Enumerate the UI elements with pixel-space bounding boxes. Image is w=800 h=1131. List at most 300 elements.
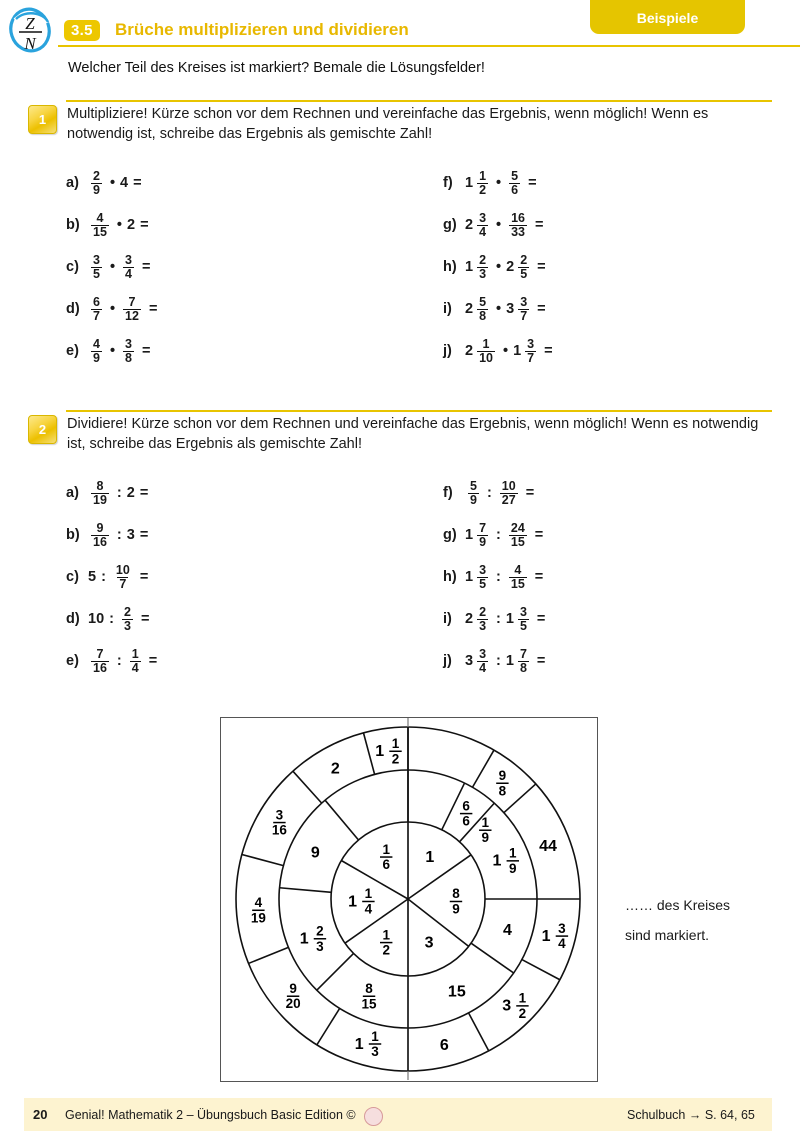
svg-text:N: N xyxy=(24,34,36,53)
wheel-cell[interactable] xyxy=(496,768,508,798)
fraction-denominator: 4 xyxy=(479,224,487,239)
wheel-svg xyxy=(221,718,596,1080)
mixed-whole: 2 xyxy=(465,301,474,317)
svg-text:Z: Z xyxy=(25,14,35,33)
fraction-denominator: 19 xyxy=(93,492,107,507)
mixed-whole: 1 xyxy=(465,259,474,275)
mixed-whole: 1 xyxy=(505,611,514,627)
wheel-cell-whole: 1 xyxy=(348,893,358,911)
operator: : xyxy=(496,611,501,627)
fraction-denominator: 2 xyxy=(479,182,487,197)
exercise-item[interactable] xyxy=(66,170,142,196)
task-2-number: 2 xyxy=(28,415,57,444)
wheel-cell-numerator: 4 xyxy=(254,895,263,911)
wheel-cell[interactable] xyxy=(425,849,434,866)
footer-copyright: Genial! Mathematik 2 – Übungsbuch Basic Edition © xyxy=(65,1108,356,1122)
mixed-whole: 2 xyxy=(465,217,474,233)
item-label: j) xyxy=(443,343,452,359)
operator: • xyxy=(109,259,116,275)
operator: : xyxy=(101,569,106,585)
equals-sign: = xyxy=(148,301,158,317)
fraction-numerator: 5 xyxy=(511,169,519,183)
wheel-cell[interactable] xyxy=(300,924,326,954)
mixed-whole: 2 xyxy=(465,611,474,627)
wheel-cell-denominator: 6 xyxy=(382,857,390,873)
fraction-numerator: 7 xyxy=(479,521,487,535)
fraction-numerator: 4 xyxy=(93,337,100,351)
fraction-numerator: 9 xyxy=(96,521,104,535)
fraction-denominator: 4 xyxy=(479,660,487,675)
task-1-number: 1 xyxy=(28,105,57,134)
fraction xyxy=(123,338,134,364)
fraction xyxy=(509,212,527,238)
item-label: b) xyxy=(66,217,80,233)
footer-right-cap xyxy=(772,1098,800,1131)
fraction-numerator: 8 xyxy=(96,479,104,493)
equals-sign: = xyxy=(535,217,544,233)
wheel-cell-numerator: 3 xyxy=(275,807,284,823)
fraction xyxy=(509,170,520,196)
fraction xyxy=(477,254,488,280)
fraction-numerator: 2 xyxy=(479,605,487,619)
wheel-cell-value: 4 xyxy=(503,922,512,940)
item-label: f) xyxy=(443,485,453,501)
exercise-item[interactable] xyxy=(443,296,546,322)
equals-sign: = xyxy=(537,259,546,275)
exercise-item[interactable] xyxy=(443,522,543,548)
wheel-cell-denominator: 9 xyxy=(481,830,490,846)
fraction-denominator: 5 xyxy=(479,576,487,591)
fraction-denominator: 6 xyxy=(511,182,519,197)
wheel-cell[interactable] xyxy=(542,921,568,951)
exercise-item[interactable] xyxy=(443,212,543,238)
item-label: e) xyxy=(66,653,79,669)
exercise-item[interactable] xyxy=(443,480,534,506)
wheel-cell-value: 44 xyxy=(539,837,557,855)
wheel-cell[interactable] xyxy=(539,838,557,855)
item-label: g) xyxy=(443,527,457,543)
integer-operand: 2 xyxy=(126,217,136,233)
page-title: Brüche multiplizieren und dividieren xyxy=(115,20,409,39)
wheel-cell-denominator: 19 xyxy=(250,910,266,926)
operator: : xyxy=(109,611,114,627)
wheel-cell-numerator: 6 xyxy=(462,798,470,814)
fraction-numerator: 2 xyxy=(520,253,528,267)
mixed-whole: 1 xyxy=(465,527,474,543)
fraction-denominator: 5 xyxy=(93,266,100,281)
chapter-number-badge: 3.5 xyxy=(64,20,100,41)
fraction-denominator: 16 xyxy=(93,534,107,549)
wheel-cell-numerator: 1 xyxy=(391,736,400,752)
operator: : xyxy=(116,485,122,501)
wheel-cell-denominator: 2 xyxy=(391,751,400,767)
wheel-cell[interactable] xyxy=(251,895,266,925)
fraction xyxy=(91,254,102,280)
wheel-cell-numerator: 1 xyxy=(371,1028,379,1044)
fraction-numerator: 10 xyxy=(115,563,130,577)
wheel-cell[interactable] xyxy=(362,981,378,1011)
mixed-whole: 1 xyxy=(465,569,474,585)
operator: • xyxy=(496,217,502,233)
fraction-numerator: 16 xyxy=(511,211,526,225)
fraction-numerator: 1 xyxy=(479,169,487,183)
fraction xyxy=(123,296,141,322)
item-label: j) xyxy=(443,653,452,669)
equals-sign: = xyxy=(139,569,149,585)
wheel-cell[interactable] xyxy=(272,807,288,837)
fraction xyxy=(91,480,109,506)
fraction-denominator: 15 xyxy=(510,534,525,549)
task-1-instruction: Multipliziere! Kürze schon vor dem Rechnen und vereinfache das Ergebnis, wenn möglich! Wenn es notwendig ist, schreibe das Ergebnis als gemischte Zahl! xyxy=(67,106,709,142)
wheel-cell-denominator: 2 xyxy=(382,942,390,958)
fraction-denominator: 7 xyxy=(527,350,535,365)
operator: • xyxy=(496,259,502,275)
fraction xyxy=(518,606,529,632)
wheel-cell[interactable] xyxy=(448,983,466,1000)
wheel-cell[interactable] xyxy=(380,842,392,872)
wheel-cell-numerator: 1 xyxy=(509,845,517,861)
wheel-cell[interactable] xyxy=(493,846,519,876)
operator: • xyxy=(109,301,116,317)
intro-text: Welcher Teil des Kreises ist markiert? Bemale die Lösungsfelder! xyxy=(68,60,485,76)
item-label: c) xyxy=(66,259,79,275)
fraction xyxy=(91,338,102,364)
wheel-cell-whole: 1 xyxy=(375,743,385,761)
fraction-numerator: 3 xyxy=(527,337,535,351)
wheel-cell-numerator: 1 xyxy=(364,886,373,902)
wheel-cell-denominator: 20 xyxy=(285,996,301,1012)
item-label: a) xyxy=(66,175,79,191)
fraction xyxy=(477,212,488,238)
integer-operand: 4 xyxy=(120,175,129,191)
fraction-numerator: 4 xyxy=(96,211,104,225)
exercise-item[interactable] xyxy=(443,648,545,674)
fraction-numerator: 3 xyxy=(479,563,487,577)
wheel-cell-whole: 1 xyxy=(541,927,551,945)
wheel-cell-numerator: 1 xyxy=(481,814,490,830)
fraction-denominator: 7 xyxy=(520,308,528,323)
item-label: i) xyxy=(443,301,452,317)
wheel-cell-numerator: 3 xyxy=(558,920,566,936)
operator: : xyxy=(496,653,501,669)
operator: • xyxy=(496,301,502,317)
wheel-cell-value: 2 xyxy=(330,760,340,778)
exercise-item[interactable] xyxy=(66,648,157,674)
exercise-item[interactable] xyxy=(66,338,150,364)
fraction-denominator: 9 xyxy=(479,534,487,549)
wheel-cell-denominator: 16 xyxy=(271,822,287,838)
fraction-denominator: 16 xyxy=(93,660,107,675)
fraction xyxy=(477,564,488,590)
fraction-denominator: 15 xyxy=(510,576,525,591)
fraction-numerator: 3 xyxy=(93,253,100,267)
integer-operand: 5 xyxy=(88,569,97,585)
page-number: 20 xyxy=(33,1107,48,1122)
wheel-cell[interactable] xyxy=(355,1029,381,1059)
side-note xyxy=(625,890,790,950)
fraction xyxy=(91,170,102,196)
equals-sign: = xyxy=(139,527,149,543)
fraction-numerator: 10 xyxy=(501,479,516,493)
equals-sign: = xyxy=(148,653,158,669)
exercise-item[interactable] xyxy=(66,480,148,506)
equals-sign: = xyxy=(141,343,151,359)
wheel-cell-denominator: 9 xyxy=(452,901,460,917)
wheel-cell-denominator: 9 xyxy=(509,860,517,876)
wheel-cell[interactable] xyxy=(479,815,491,845)
fraction xyxy=(468,480,479,506)
wheel-cell[interactable] xyxy=(502,991,528,1021)
wheel-cell-whole: 1 xyxy=(492,852,502,870)
fraction xyxy=(91,522,109,548)
fraction-denominator: 9 xyxy=(470,492,477,507)
wheel-cell-denominator: 8 xyxy=(498,783,507,799)
fraction-numerator: 1 xyxy=(482,337,490,351)
fraction-numerator: 3 xyxy=(479,647,487,661)
exercise-item[interactable] xyxy=(443,338,553,364)
wheel-cell-value: 1 xyxy=(425,848,435,866)
wheel-cell-whole: 1 xyxy=(299,930,309,948)
wheel-cell-denominator: 6 xyxy=(462,813,470,829)
fraction-denominator: 5 xyxy=(519,618,527,633)
wheel-cell[interactable] xyxy=(331,760,340,777)
publisher-logo-icon xyxy=(364,1107,383,1126)
examples-button[interactable]: Beispiele xyxy=(590,0,745,34)
equals-sign: = xyxy=(544,343,553,359)
equals-sign: = xyxy=(525,485,535,501)
equals-sign: = xyxy=(534,527,544,543)
exercise-item[interactable] xyxy=(443,564,543,590)
equals-sign: = xyxy=(140,611,150,627)
task-2-instruction: Dividiere! Kürze schon vor dem Rechnen und vereinfache das Ergebnis, wenn möglich! Wenn es notwendig ist, schreibe das Ergebnis als gemischte Zahl! xyxy=(67,416,759,452)
wheel-cell[interactable] xyxy=(348,886,374,916)
mixed-whole: 1 xyxy=(505,653,514,669)
integer-operand: 10 xyxy=(88,611,105,627)
mixed-whole: 2 xyxy=(506,259,515,275)
operator: : xyxy=(496,569,501,585)
fraction xyxy=(518,648,529,674)
fraction-denominator: 4 xyxy=(131,660,139,675)
fraction-numerator: 3 xyxy=(479,211,487,225)
fraction xyxy=(509,564,527,590)
side-note-line1: …… des Kreises xyxy=(625,897,731,913)
wheel-cell[interactable] xyxy=(380,927,392,957)
equals-sign: = xyxy=(537,301,546,317)
fraction-numerator: 3 xyxy=(125,337,132,351)
wheel-cell-numerator: 8 xyxy=(452,886,460,902)
side-note-line2: sind markiert. xyxy=(625,927,710,943)
fraction-numerator: 2 xyxy=(479,253,487,267)
fraction xyxy=(518,254,529,280)
exercise-item[interactable] xyxy=(443,606,545,632)
footer-left-cap xyxy=(0,1098,24,1131)
exercise-item[interactable] xyxy=(443,254,546,280)
fraction xyxy=(91,648,109,674)
fraction xyxy=(91,296,102,322)
wheel-cell[interactable] xyxy=(286,981,301,1011)
exercise-item[interactable] xyxy=(66,212,149,238)
fraction-denominator: 3 xyxy=(123,618,131,633)
item-label: h) xyxy=(443,259,457,275)
item-label: h) xyxy=(443,569,457,585)
wheel-cell-whole: 3 xyxy=(502,997,512,1015)
wheel-cell-numerator: 2 xyxy=(316,923,324,939)
fraction xyxy=(114,564,132,590)
wheel-cell-denominator: 15 xyxy=(361,996,377,1012)
fraction xyxy=(477,296,488,322)
exercise-item[interactable] xyxy=(66,254,150,280)
item-label: a) xyxy=(66,485,79,501)
fraction xyxy=(130,648,141,674)
operator: : xyxy=(486,485,492,501)
exercise-item[interactable] xyxy=(66,296,157,322)
fraction xyxy=(477,522,488,548)
wheel-cell-denominator: 3 xyxy=(316,938,324,954)
fraction xyxy=(518,296,529,322)
wheel-cell[interactable] xyxy=(450,886,462,916)
fraction-denominator: 7 xyxy=(93,308,100,323)
exercise-item[interactable] xyxy=(66,606,149,632)
fraction-denominator: 12 xyxy=(125,308,139,323)
fraction-denominator: 8 xyxy=(125,350,132,365)
item-label: g) xyxy=(443,217,457,233)
operator: : xyxy=(116,653,122,669)
wheel-cell-denominator: 4 xyxy=(558,936,566,952)
fraction xyxy=(509,522,527,548)
fraction-numerator: 4 xyxy=(514,563,522,577)
exercise-item[interactable] xyxy=(443,170,537,196)
page-header xyxy=(0,0,800,52)
wheel-cell-denominator: 4 xyxy=(364,901,373,917)
operator: : xyxy=(496,527,501,543)
wheel-cell-denominator: 2 xyxy=(518,1005,527,1021)
wheel-cell-value: 9 xyxy=(310,844,320,862)
fraction-denominator: 3 xyxy=(479,266,487,281)
equals-sign: = xyxy=(536,653,546,669)
fraction-denominator: 3 xyxy=(479,618,487,633)
task-2-divider xyxy=(66,410,772,412)
fraction-denominator: 8 xyxy=(479,308,487,323)
operator: • xyxy=(116,217,122,233)
equals-sign: = xyxy=(139,485,149,501)
fraction xyxy=(123,254,134,280)
fraction-denominator: 9 xyxy=(93,350,100,365)
mixed-whole: 3 xyxy=(506,301,515,317)
wheel-cell[interactable] xyxy=(425,935,434,952)
item-label: f) xyxy=(443,175,453,191)
fraction-denominator: 33 xyxy=(511,224,526,239)
item-label: d) xyxy=(66,301,80,317)
fraction-denominator: 5 xyxy=(520,266,528,281)
footer-reference: Schulbuch → S. 64, 65 xyxy=(627,1108,755,1122)
wheel-cell-value: 3 xyxy=(424,934,434,952)
mixed-whole: 1 xyxy=(513,343,522,359)
fraction-numerator: 2 xyxy=(93,169,100,183)
item-label: d) xyxy=(66,611,80,627)
item-label: e) xyxy=(66,343,79,359)
fraction-numerator: 7 xyxy=(96,647,104,661)
fraction-numerator: 2 xyxy=(123,605,131,619)
wheel-cell[interactable] xyxy=(460,798,472,828)
fraction-denominator: 10 xyxy=(479,350,493,365)
fraction xyxy=(122,606,133,632)
wheel-cell-numerator: 9 xyxy=(289,980,297,996)
wheel-cell-denominator: 3 xyxy=(371,1044,379,1060)
fraction xyxy=(500,480,518,506)
operator: • xyxy=(109,343,116,359)
task-1-divider xyxy=(66,100,772,102)
wheel-cell[interactable] xyxy=(503,922,512,939)
exercise-item[interactable] xyxy=(66,522,148,548)
fraction-denominator: 8 xyxy=(519,660,527,675)
wheel-cell-numerator: 1 xyxy=(382,927,390,943)
operator: • xyxy=(109,175,116,191)
equals-sign: = xyxy=(133,175,142,191)
wheel-cell-numerator: 9 xyxy=(498,767,507,783)
fraction-denominator: 27 xyxy=(501,492,516,507)
equals-sign: = xyxy=(140,217,149,233)
fraction xyxy=(91,212,109,238)
equals-sign: = xyxy=(141,259,151,275)
operator: • xyxy=(502,343,509,359)
wheel-cell-numerator: 8 xyxy=(365,980,373,996)
fraction-denominator: 15 xyxy=(93,224,107,239)
fraction-denominator: 7 xyxy=(119,576,127,591)
operator: • xyxy=(496,175,502,191)
fraction xyxy=(477,338,495,364)
fraction-numerator: 7 xyxy=(128,295,136,309)
wheel-cell-value: 6 xyxy=(439,1037,449,1055)
exercise-item[interactable] xyxy=(66,564,148,590)
wheel-cell-numerator: 1 xyxy=(518,990,527,1006)
fraction-numerator: 3 xyxy=(519,605,527,619)
mixed-whole: 3 xyxy=(465,653,474,669)
wheel-cell-value: 15 xyxy=(447,983,466,1001)
equals-sign: = xyxy=(528,175,537,191)
fraction-numerator: 1 xyxy=(131,647,139,661)
integer-operand: 2 xyxy=(126,485,135,501)
wheel-cell[interactable] xyxy=(375,736,401,766)
fraction-numerator: 7 xyxy=(519,647,527,661)
fraction-denominator: 9 xyxy=(93,182,100,197)
fraction-wheel-diagram[interactable] xyxy=(220,717,598,1082)
wheel-cell-whole: 1 xyxy=(354,1035,364,1053)
equals-sign: = xyxy=(534,569,544,585)
wheel-cell-numerator: 1 xyxy=(382,841,390,857)
fraction xyxy=(477,170,488,196)
item-label: i) xyxy=(443,611,452,627)
item-label: b) xyxy=(66,527,80,543)
mixed-whole: 2 xyxy=(465,343,474,359)
fraction-numerator: 5 xyxy=(470,479,477,493)
fraction-numerator: 3 xyxy=(125,253,132,267)
integer-operand: 3 xyxy=(126,527,135,543)
fraction-numerator: 5 xyxy=(479,295,487,309)
fraction-numerator: 6 xyxy=(93,295,100,309)
item-label: c) xyxy=(66,569,79,585)
header-divider xyxy=(58,45,800,47)
fraction xyxy=(477,606,488,632)
fraction xyxy=(477,648,488,674)
zn-logo-icon xyxy=(6,6,54,54)
fraction-numerator: 3 xyxy=(520,295,528,309)
wheel-cell[interactable] xyxy=(311,844,320,861)
operator: : xyxy=(116,527,122,543)
mixed-whole: 1 xyxy=(465,175,474,191)
fraction xyxy=(525,338,536,364)
wheel-cell[interactable] xyxy=(440,1037,449,1054)
fraction-denominator: 4 xyxy=(125,266,132,281)
